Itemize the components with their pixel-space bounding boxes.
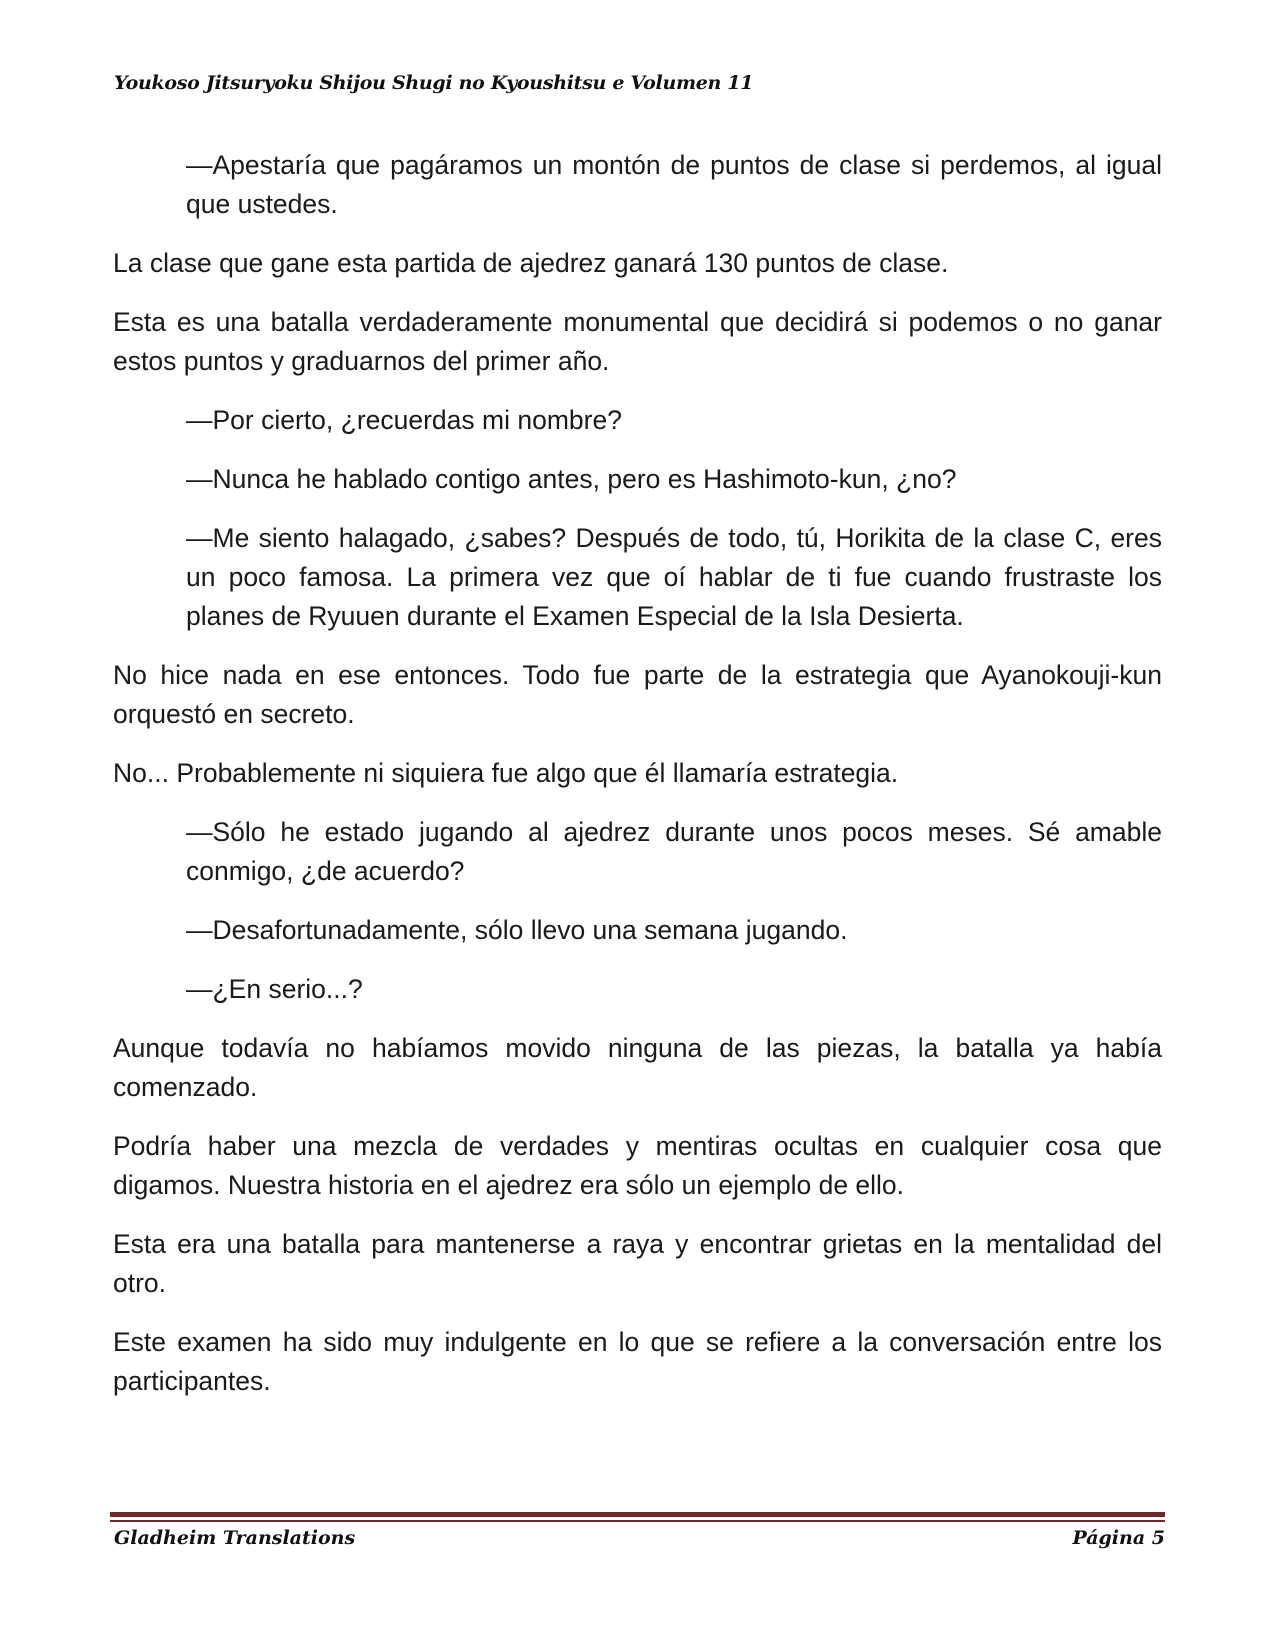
paragraph: No hice nada en ese entonces. Todo fue parte de la estrategia que Ayanokouji-kun orquestó en secreto. [113, 660, 1162, 729]
page-header-title: Youkoso Jitsuryoku Shijou Shugi no Kyoushitsu e Volumen 11 [114, 72, 754, 94]
paragraph: La clase que gane esta partida de ajedrez ganará 130 puntos de clase. [113, 248, 949, 278]
paragraph: Esta era una batalla para mantenerse a raya y encontrar grietas en la mentalidad del otro. [113, 1229, 1162, 1298]
paragraph: Esta es una batalla verdaderamente monumental que decidirá si podemos o no ganar estos puntos y graduarnos del primer año. [113, 307, 1162, 376]
paragraph: No... Probablemente ni siquiera fue algo que él llamaría estrategia. [113, 758, 899, 788]
footer-divider-thin [110, 1520, 1165, 1522]
footer-credit: Gladheim Translations [114, 1527, 356, 1549]
page-body [113, 146, 1162, 1421]
dialogue-line: —Nunca he hablado contigo antes, pero es Hashimoto-kun, ¿no? [186, 464, 957, 494]
footer-divider-thick [110, 1512, 1165, 1517]
paragraph: Podría haber una mezcla de verdades y mentiras ocultas en cualquier cosa que digamos. Nuestra historia en el ajedrez era sólo un ejemplo de ello. [113, 1131, 1162, 1200]
dialogue-line: —Sólo he estado jugando al ajedrez durante unos pocos meses. Sé amable conmigo, ¿de acuerdo? [186, 817, 1162, 886]
dialogue-line: —Por cierto, ¿recuerdas mi nombre? [186, 405, 622, 435]
paragraph: Aunque todavía no habíamos movido ninguna de las piezas, la batalla ya había comenzado. [113, 1033, 1162, 1102]
dialogue-line: —Apestaría que pagáramos un montón de puntos de clase si perdemos, al igual que ustedes. [186, 150, 1162, 219]
dialogue-line: —Desafortunadamente, sólo llevo una semana jugando. [186, 915, 848, 945]
page-number: Página 5 [1072, 1527, 1165, 1549]
dialogue-line: —Me siento halagado, ¿sabes? Después de todo, tú, Horikita de la clase C, eres un poco famosa. La primera vez que oí hablar de ti fue cuando frustraste los planes de Ryuuen durante el Examen Especial de la Isla Desierta. [186, 523, 1162, 631]
paragraph: Este examen ha sido muy indulgente en lo que se refiere a la conversación entre los participantes. [113, 1327, 1162, 1396]
dialogue-line: —¿En serio...? [186, 974, 363, 1004]
